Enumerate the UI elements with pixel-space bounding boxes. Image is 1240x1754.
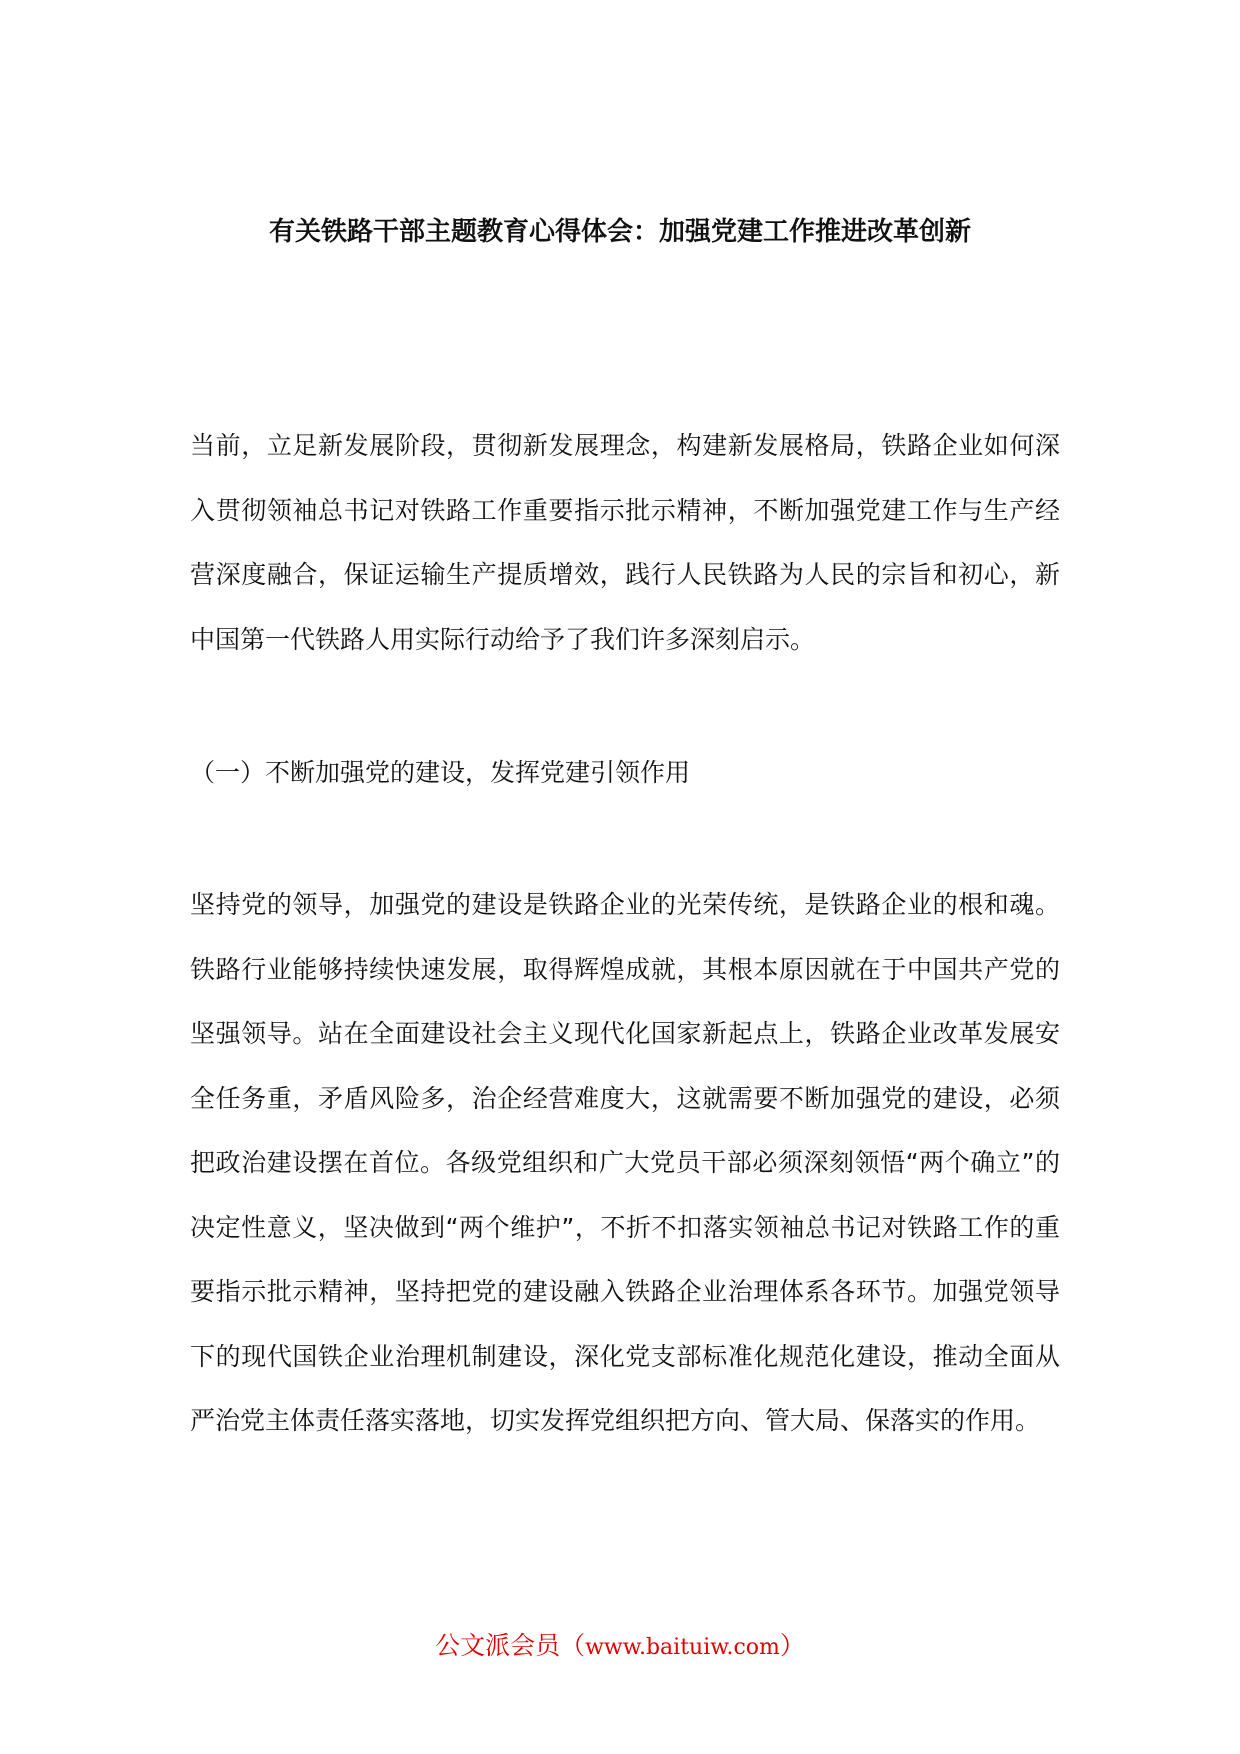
document-title: 有关铁路干部主题教育心得体会：加强党建工作推进改革创新 (268, 217, 971, 247)
footer-watermark (0, 1626, 1240, 1668)
section-paragraph: 坚持党的领导，加强党的建设是铁路企业的光荣传统，是铁路企业的根和魂。铁路行业能够持续快速发展，取得辉煌成就，其根本原因就在于中国共产党的坚强领导。站在全面建设社会主义现代化国家新起点上，铁路企业改革发展安全任务重，矛盾风险多，治企经营难度大，这就需要不断加强党的建设，必须把政治建设摆在首位。各级党组织和广大党员干部必须深刻领悟“两个确立”的决定性意义，坚决做到“两个维护”，不折不扣落实领袖总书记对铁路工作的重要指示批示精神，坚持把党的建设融入铁路企业治理体系各环节。加强党领导下的现代国铁企业治理机制建设，深化党支部标准化规范化建设，推动全面从严治党主体责任落实落地，切实发挥党组织把方向、管大局、保落实的作用。 (190, 890, 1060, 1435)
footer-brand: 公文派会员 (435, 1631, 561, 1660)
footer-close-paren: ） (779, 1631, 805, 1660)
intro-paragraph: 当前，立足新发展阶段，贯彻新发展理念，构建新发展格局，铁路企业如何深入贯彻领袖总书记对铁路工作重要指示批示精神，不断加强党建工作与生产经营深度融合，保证运输生产提质增效，践行人民铁路为人民的宗旨和初心，新中国第一代铁路人用实际行动给予了我们许多深刻启示。 (190, 431, 1060, 654)
footer-open-paren: （ (560, 1631, 586, 1660)
footer-url-link[interactable]: www.baituiw.com (585, 1635, 780, 1660)
section-heading: （一）不断加强党的建设，发挥党建引领作用 (190, 758, 691, 787)
